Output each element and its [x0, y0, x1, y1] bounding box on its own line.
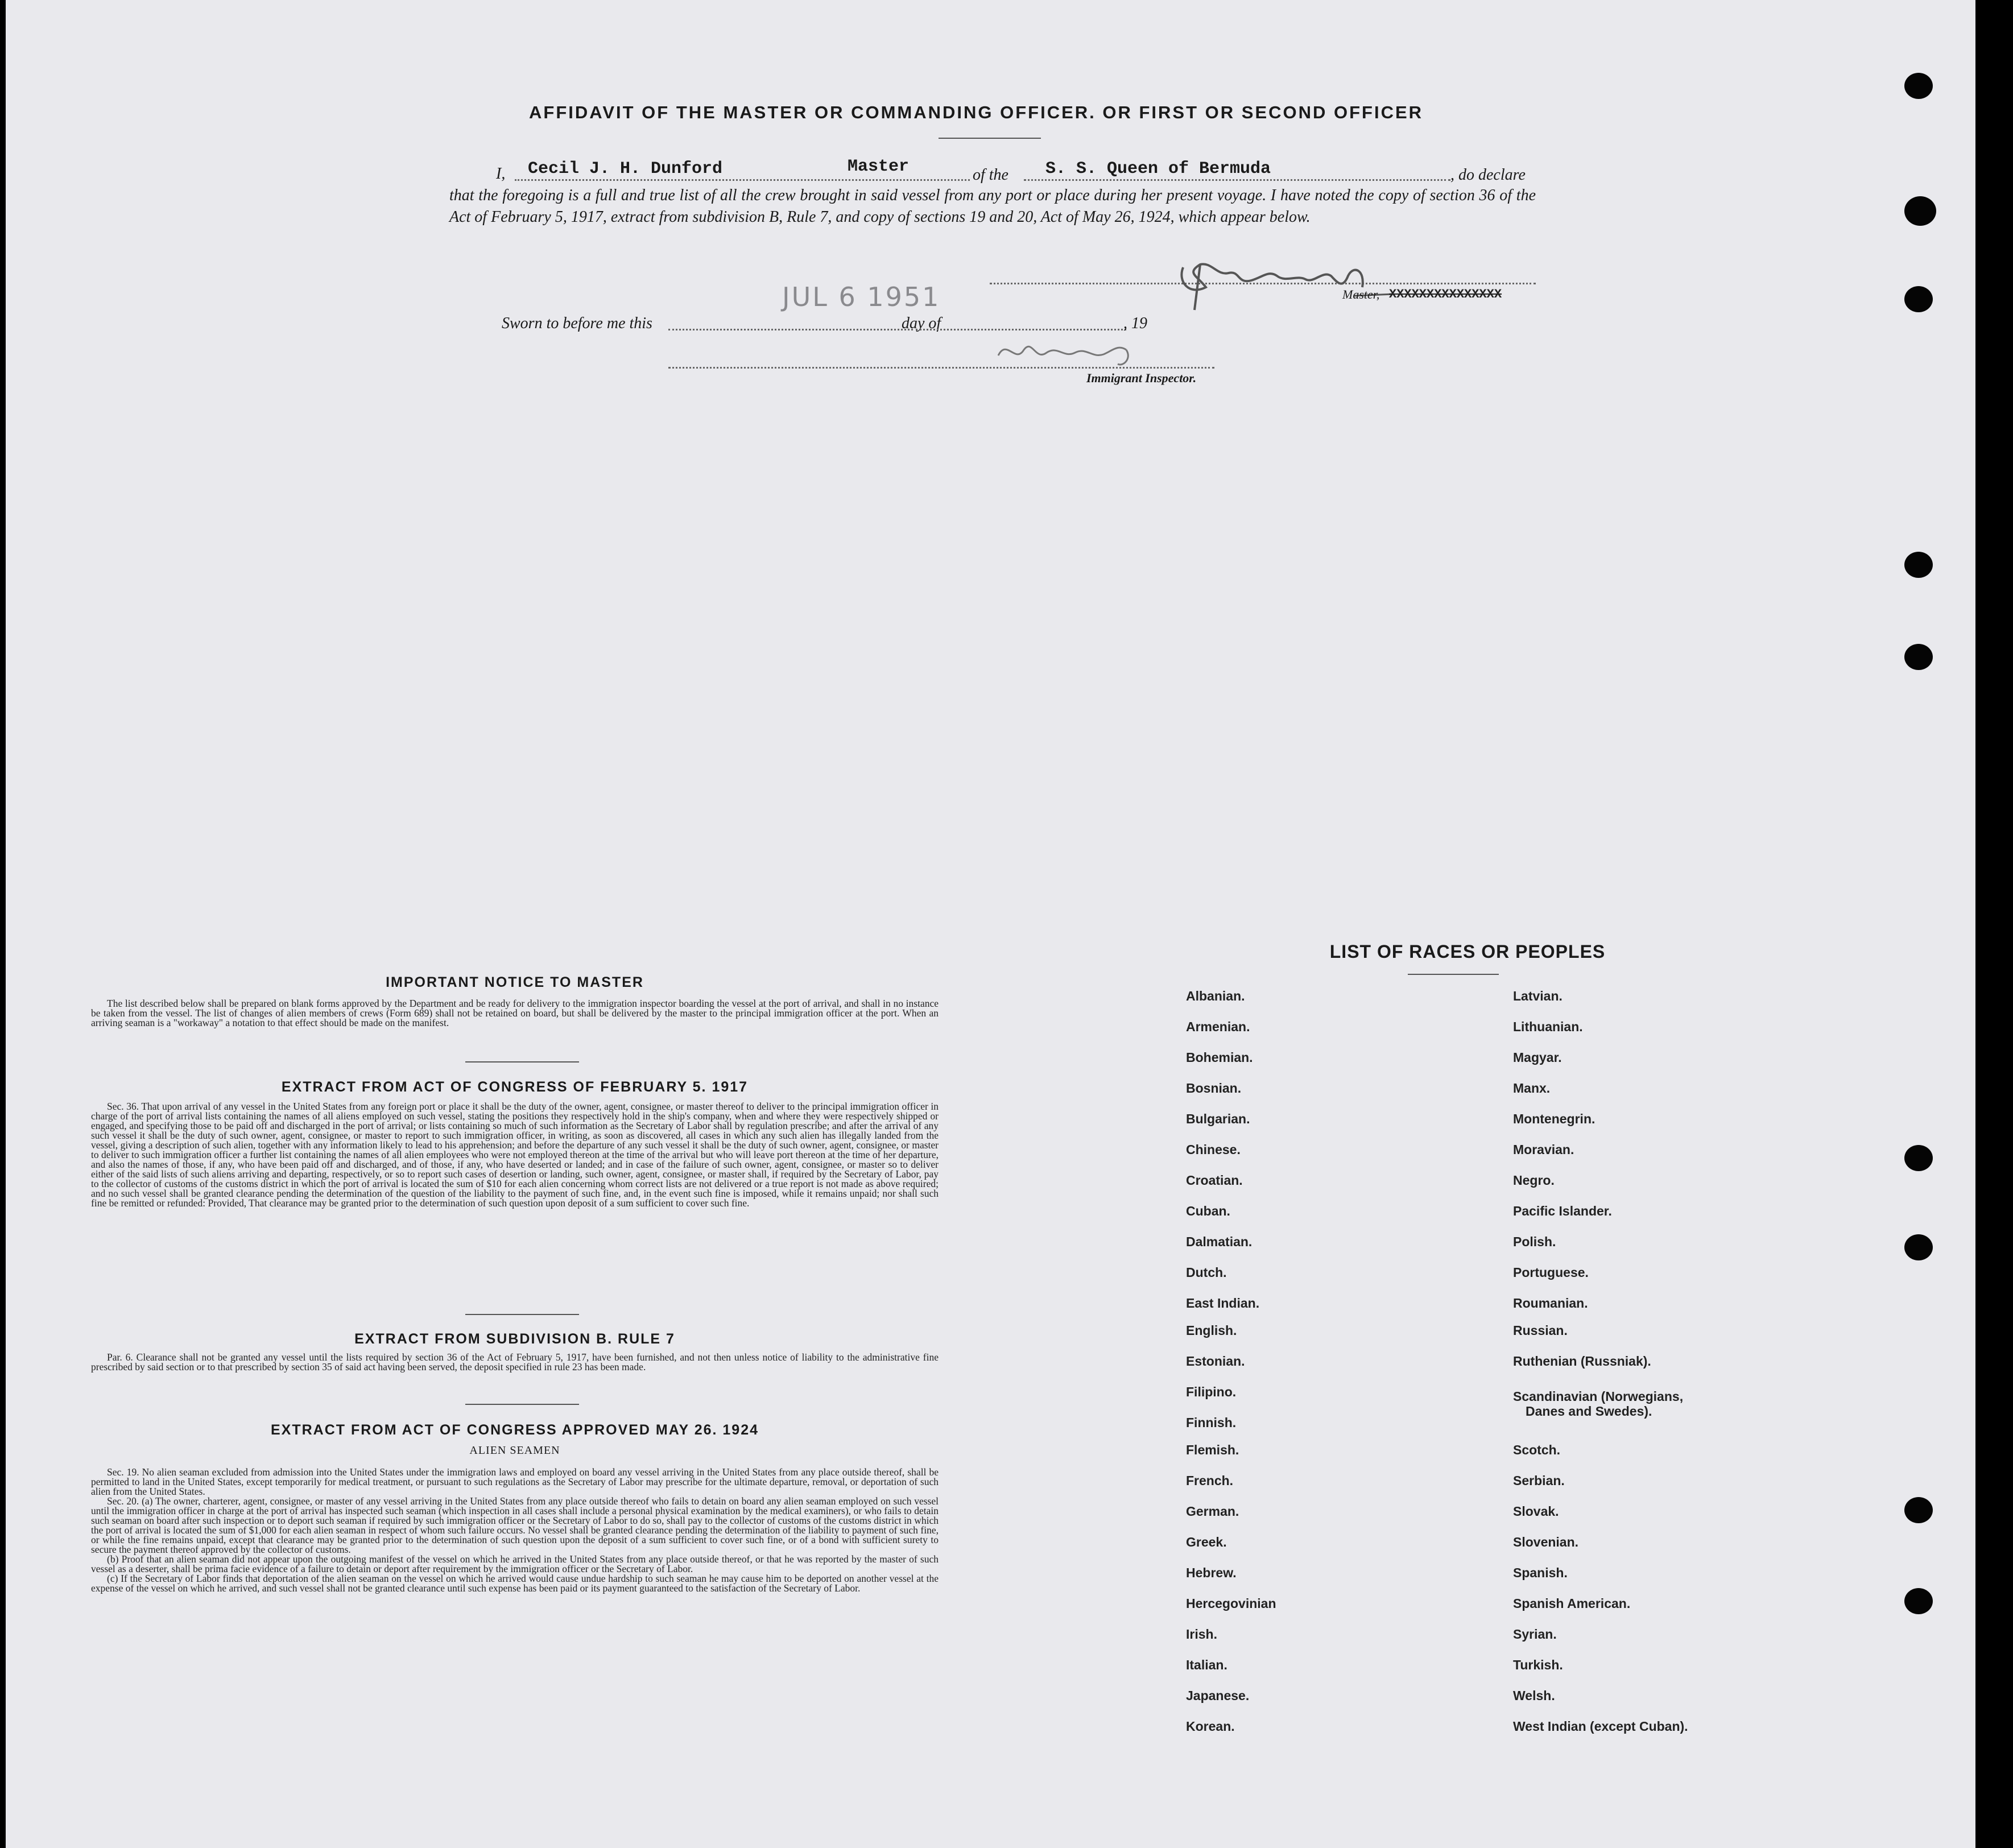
manifest-page — [6, 0, 1975, 1848]
extract-1917-body — [91, 1102, 939, 1208]
race-right: West Indian (except Cuban). — [1513, 1719, 1688, 1734]
section-divider — [465, 1061, 579, 1063]
race-right: Pacific Islander. — [1513, 1204, 1612, 1218]
day-of-label: day of — [902, 315, 941, 332]
race-left: Greek. — [1186, 1535, 1227, 1549]
punch-hole — [1904, 552, 1933, 578]
sec20a-text: Sec. 20. (a) The owner, charterer, agent, consignee, or master of any vessel arriving in the United States from any place outside thereof who fails to detain on board any alien seaman employed on such vessel until the immigration officer in charge at the port of arrival has inspected such seaman (which inspection in all cases shall include a personal physical examination by the medical examiners), or who fails to detain such seaman on board after such inspection or to deport such seaman if required by such immigration officer or the Secretary of Labor to do so, shall pay to the collector of customs of the customs district in which the port of arrival is located the sum of $1,000 for each alien seaman in respect of whom such failure occurs. No vessel shall be granted clearance pending the determination of the liability to payment of such fine, or while the fine remains unpaid, except that clearance may be granted prior to the determination of such question upon the deposit of a sum sufficient to cover such fine, or of a bond with sufficient surety to secure the payment thereof approved by the collector of customs. — [91, 1495, 939, 1555]
sec19-text: Sec. 19. No alien seaman excluded from admission into the United States under the immigration laws and employed on board any vessel arriving in the United States from any place outside thereof, shall be permitted to land in the United States, except temporarily for medical treatment, or pursuant to such regulations as the Secretary of Labor may prescribe for the ultimate departure, removal, or deportation of such alien from the United States. — [91, 1466, 939, 1497]
race-left: Armenian. — [1186, 1019, 1250, 1034]
race-left: French. — [1186, 1473, 1234, 1488]
vessel-name: S. S. Queen of Bermuda — [1045, 159, 1271, 179]
race-right: Magyar. — [1513, 1050, 1562, 1065]
inspector-signature-line — [668, 367, 1214, 369]
punch-hole — [1904, 286, 1933, 312]
race-left: Bohemian. — [1186, 1050, 1253, 1065]
sworn-label: Sworn to before me this — [502, 315, 652, 332]
sec36-text: Sec. 36. That upon arrival of any vessel in the United States from any foreign port or place it shall be the duty of the owner, agent, consignee, or master thereof to deliver to the principal immigration officer in charge of the port of arrival lists containing the names of all aliens employed on such vessel, stating the positions they respectively hold in the ship's company, when and where they were respectively shipped or engaged, and specifying those to be paid off and discharged in the port of arrival; or lists containing so much of such information as the Secretary of Labor shall by regulation prescribe; and after the arrival of any such vessel it shall be the duty of such owner, agent, consignee, or master to report to such immigration officer, in writing, as soon as discovered, all cases in which any such alien has illegally landed from the vessel, giving a description of such alien, together with any information likely to lead to his apprehension; and before the departure of any such vessel it shall be the duty of such owner, agent, consignee, or master to deliver to such immigration officer a further list containing the names of all alien employees who were not employed thereon at the time of the arrival but who will leave port thereon at the time of her departure, and also the names of those, if any, who have been paid off and discharged, and of those, if any, who have deserted or landed; and in case of the failure of such owner, agent, consignee, or master so to deliver either of the said lists of such aliens arriving and departing, respectively, or so to report such cases of desertion or landing, such owner, agent, consignee, or master shall, if required by the Secretary of Labor, pay to the collector of customs of the customs district in which the port of arrival is located the sum of $10 for each alien concerning whom correct lists are not delivered or a true report is not made as above required; and no such vessel shall be granted clearance pending the determination of the question of the liability to the payment of such fine, and, in the event such fine is imposed, while it remains unpaid; nor shall such fine be remitted or refunded: Provided, That clearance may be granted prior to the determination of such question upon deposit of a sum sufficient to cover such fine. — [91, 1101, 939, 1209]
date-stamp: JUL 6 1951 — [782, 282, 941, 312]
punch-hole — [1904, 644, 1933, 670]
race-right: Syrian. — [1513, 1627, 1557, 1642]
notice-text: The list described below shall be prepared on blank forms approved by the Department and be ready for delivery to the immigration inspector boarding the vessel at the port of arrival, and shall in no instance be taken from the vessel. The list of changes of alien members of crews (Form 689) shall not be retained on board, but shall be delivered by the master to the principal immigration officer at the port. When an arriving seaman is a "workaway" a notation to that effect should be made on the manifest. — [91, 998, 939, 1028]
race-right: Spanish American. — [1513, 1596, 1631, 1611]
affidavit-body: that the foregoing is a full and true list of all the crew brought in said vessel from any port or place during her present voyage. I have noted the copy of section 36 of the Act of February 5, 1917, extract from subdivision B, Rule 7, and copy of sections 19 and 20, Act of May 26, 1924, which appear below. — [449, 187, 1536, 226]
notice-title: IMPORTANT NOTICE TO MASTER — [386, 974, 644, 990]
race-right: Russian. — [1513, 1323, 1568, 1338]
of-the-label: of the — [973, 166, 1008, 184]
race-left: Flemish. — [1186, 1442, 1239, 1457]
sec20c-text: (c) If the Secretary of Labor finds that deportation of the alien seaman on the vessel on which he arrived would cause undue hardship to such seaman he may cause him to be deported on another vessel at the expense of the vessel on which he arrived, and such vessel shall not be granted clearance until such expense has been paid or its payment guaranteed to the satisfaction of the Secretary of Labor. — [91, 1573, 939, 1594]
race-left: Korean. — [1186, 1719, 1235, 1734]
race-left: Bosnian. — [1186, 1081, 1242, 1095]
affidavit-title: AFFIDAVIT OF THE MASTER OR COMMANDING OFFICER. OR FIRST OR SECOND OFFICER — [529, 102, 1424, 122]
punch-hole — [1904, 1145, 1933, 1171]
race-right: Turkish. — [1513, 1657, 1563, 1672]
race-right: Moravian. — [1513, 1142, 1574, 1157]
race-right: Spanish. — [1513, 1565, 1568, 1580]
alien-seamen-subtitle: ALIEN SEAMEN — [469, 1444, 560, 1457]
race-left: Irish. — [1186, 1627, 1217, 1642]
race-right: Portuguese. — [1513, 1265, 1589, 1280]
race-left: Chinese. — [1186, 1142, 1241, 1157]
race-right: Montenegrin. — [1513, 1111, 1595, 1126]
race-left: Bulgarian. — [1186, 1111, 1250, 1126]
master-struck-title: XXXXXXXXXXXXXXX — [1389, 287, 1502, 301]
race-right: Manx. — [1513, 1081, 1551, 1095]
race-left: Cuban. — [1186, 1204, 1230, 1218]
race-left: Hebrew. — [1186, 1565, 1237, 1580]
section-divider — [465, 1314, 579, 1315]
extract-1924-title: EXTRACT FROM ACT OF CONGRESS APPROVED MAY 26. 1924 — [270, 1422, 759, 1438]
extract-1924-body — [91, 1467, 939, 1593]
race-right: Slovak. — [1513, 1504, 1559, 1519]
races-title: LIST OF RACES OR PEOPLES — [1329, 941, 1606, 962]
race-right: Slovenian. — [1513, 1535, 1579, 1549]
race-right: Roumanian. — [1513, 1296, 1588, 1310]
year-label: , 19 — [1123, 315, 1147, 332]
race-left: Estonian. — [1186, 1354, 1245, 1369]
inspector-label: Immigrant Inspector. — [1086, 371, 1197, 385]
master-rank: Master — [848, 157, 910, 176]
sworn-day-line — [668, 329, 913, 330]
race-left: Albanian. — [1186, 989, 1245, 1003]
race-right: Welsh. — [1513, 1688, 1555, 1703]
extract-rule7-body — [91, 1353, 939, 1372]
race-right: Serbian. — [1513, 1473, 1565, 1488]
punch-hole — [1904, 73, 1933, 99]
extract-rule7-title: EXTRACT FROM SUBDIVISION B. RULE 7 — [354, 1331, 675, 1347]
punch-hole — [1904, 1497, 1933, 1523]
race-left: Filipino. — [1186, 1384, 1237, 1399]
race-left: Japanese. — [1186, 1688, 1250, 1703]
section-divider — [465, 1404, 579, 1405]
race-left: Croatian. — [1186, 1173, 1243, 1188]
race-left: Dutch. — [1186, 1265, 1227, 1280]
do-declare-label: , do declare — [1450, 166, 1526, 184]
race-left: Hercegovinian — [1186, 1596, 1276, 1611]
affidavit-pronoun: I, — [496, 165, 506, 183]
sec20b-text: (b) Proof that an alien seaman did not appear upon the outgoing manifest of the vessel on which he arrived in the United States from any place outside thereof, or that he was reported by the master of such vessel as a deserter, shall be prima facie evidence of a failure to detain or deport after requirement by the immigration officer or the Secretary of Labor. — [91, 1553, 939, 1574]
punch-hole — [1904, 1234, 1933, 1260]
race-right: Polish. — [1513, 1234, 1556, 1249]
title-divider — [939, 138, 1041, 139]
race-right: Lithuanian. — [1513, 1019, 1583, 1034]
master-name: Cecil J. H. Dunford — [528, 159, 723, 179]
race-left: Dalmatian. — [1186, 1234, 1253, 1249]
races-divider — [1408, 974, 1499, 975]
race-right: Scotch. — [1513, 1442, 1561, 1457]
name-line — [515, 179, 970, 181]
punch-hole — [1904, 196, 1936, 226]
race-left: English. — [1186, 1323, 1237, 1338]
master-signature — [1166, 242, 1405, 316]
race-left: Finnish. — [1186, 1415, 1237, 1430]
par6-text: Par. 6. Clearance shall not be granted any vessel until the lists required by section 36 of the Act of February 5, 1917, have been furnished, and not then unless notice of liability to the administrative fine prescribed by said section or to that prescribed by section 35 of said act having been served, the deposit specified in rule 23 has been made. — [91, 1351, 939, 1372]
vessel-line — [1024, 179, 1450, 181]
race-left: German. — [1186, 1504, 1239, 1519]
extract-1917-title: EXTRACT FROM ACT OF CONGRESS OF FEBRUARY 5. 1917 — [281, 1079, 749, 1095]
race-left: East Indian. — [1186, 1296, 1260, 1310]
punch-hole — [1904, 1588, 1933, 1614]
notice-body — [91, 999, 939, 1028]
race-left: Italian. — [1186, 1657, 1227, 1672]
race-right: Scandinavian (Norwegians, — [1513, 1389, 1684, 1404]
master-label: Master, — [1342, 287, 1380, 301]
race-right: Latvian. — [1513, 989, 1563, 1003]
sworn-month-line — [916, 329, 1126, 330]
race-right: Ruthenian (Russniak). — [1513, 1354, 1651, 1369]
race-right: Danes and Swedes). — [1526, 1404, 1652, 1419]
race-right: Negro. — [1513, 1173, 1555, 1188]
